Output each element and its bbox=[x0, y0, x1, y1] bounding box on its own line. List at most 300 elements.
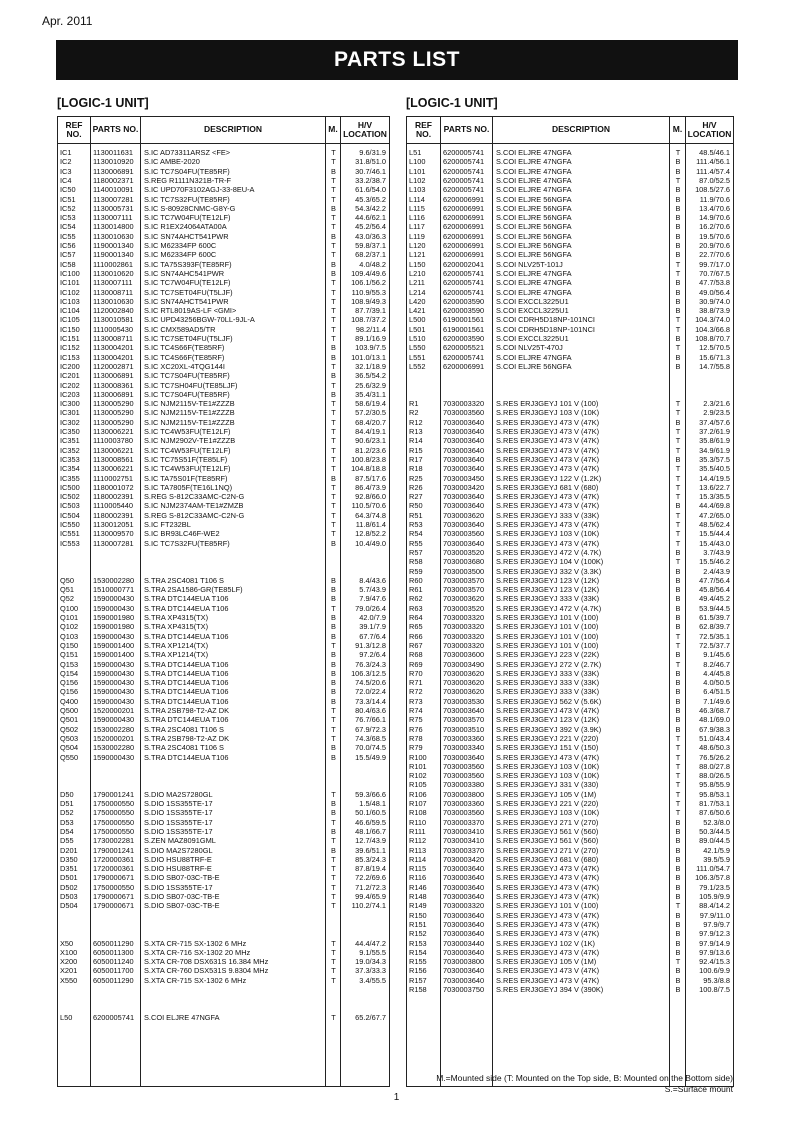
hv-location-cell: 48.5/46.1 bbox=[699, 148, 730, 157]
table-row bbox=[407, 250, 733, 259]
parts-no-cell: 7030003640 bbox=[443, 975, 485, 985]
mounted-side-cell: B bbox=[331, 473, 336, 483]
description-cell: S.IC TC7S04FU(TE85RF) bbox=[144, 389, 230, 399]
parts-no-cell: 1590000430 bbox=[93, 687, 135, 697]
table-row bbox=[58, 157, 389, 166]
description-cell: S.RES ERJ3GEYJ 333 V (33K) bbox=[496, 510, 600, 520]
description-cell: S.IC TC7S32FU(TE85RF) bbox=[144, 538, 230, 548]
description-cell: S.DIO MA2S7280GL bbox=[144, 845, 213, 855]
hv-location-cell: 30.7/46.1 bbox=[355, 166, 386, 176]
ref-no-cell: D55 bbox=[60, 836, 74, 846]
hv-location-cell: 98.2/11.4 bbox=[355, 324, 386, 334]
description-cell: S.COI ELJRE 56NGFA bbox=[496, 250, 572, 260]
ref-no-cell: L117 bbox=[409, 222, 425, 232]
parts-no-cell: 1750000550 bbox=[93, 826, 135, 836]
hv-location-cell: 109.4/49.6 bbox=[351, 268, 386, 278]
hv-location-cell: 99.7/17.0 bbox=[699, 259, 730, 269]
description-cell: S.RES ERJ3GEYJ 103 V (10K) bbox=[496, 808, 600, 818]
ref-no-cell: IC151 bbox=[60, 334, 80, 343]
hv-location-cell: 103.9/7.5 bbox=[355, 343, 386, 353]
table-body bbox=[407, 144, 733, 1086]
table-row bbox=[58, 306, 389, 315]
mounted-side-cell: B bbox=[675, 585, 681, 595]
description-cell: S.XTA CR-708 DSX631S 16.384 MHz bbox=[144, 957, 269, 967]
description-cell: S.DIO SB07-03C-TB-E bbox=[144, 873, 220, 883]
hv-location-cell: 72.0/22.4 bbox=[355, 687, 386, 697]
ref-no-cell: Q102 bbox=[60, 622, 79, 632]
table-row bbox=[58, 864, 389, 873]
ref-no-cell: R157 bbox=[409, 975, 427, 985]
description-cell: S.COI ELJRE 47NGFA bbox=[496, 175, 572, 185]
description-cell: S.DIO SB07-03C-TB-E bbox=[144, 901, 220, 911]
table-row bbox=[407, 195, 733, 204]
table-row bbox=[407, 697, 733, 706]
right-unit-title: [LOGIC-1 UNIT] bbox=[406, 96, 498, 110]
mounted-side-cell: T bbox=[331, 380, 336, 390]
table-row bbox=[407, 641, 733, 650]
table-row bbox=[407, 260, 733, 269]
description-cell: S.TRA 2SB798-T2-AZ DK bbox=[144, 706, 230, 715]
hv-location-cell: 39.5/5.9 bbox=[703, 854, 730, 864]
table-row bbox=[58, 204, 389, 213]
mounted-side-cell: B bbox=[675, 203, 681, 213]
table-row bbox=[407, 232, 733, 241]
description-cell: S.IC XC20XL-4TQG144I bbox=[144, 361, 225, 371]
mounted-side-cell: T bbox=[331, 492, 336, 502]
mounted-side-cell: B bbox=[331, 631, 336, 641]
parts-no-cell: 1130006221 bbox=[93, 445, 134, 455]
description-cell: S.RES ERJ3GEYJ 681 V (680) bbox=[496, 482, 599, 492]
description-cell: S.REG S-812C33AMC-C2N-G bbox=[144, 492, 245, 502]
description-cell: S.IC TC75S51F(TE85LF) bbox=[144, 454, 228, 464]
table-row bbox=[407, 585, 733, 594]
mounted-side-cell: B bbox=[675, 157, 681, 167]
mounted-side-cell: B bbox=[675, 919, 681, 929]
table-row bbox=[58, 827, 389, 836]
ref-no-cell: D50 bbox=[60, 789, 74, 799]
description-cell: S.RES ERJ3GEYJ 473 V (47K) bbox=[496, 520, 600, 529]
mounted-side-cell: T bbox=[675, 631, 681, 641]
parts-no-cell: 1790000671 bbox=[93, 892, 135, 901]
description-cell: S.IC TA75S393F(TE85RF) bbox=[144, 259, 232, 269]
description-cell: S.RES ERJ3GEYJ 473 V (47K) bbox=[496, 464, 600, 474]
parts-no-cell: 6200005741 bbox=[443, 287, 485, 297]
ref-no-cell: IC202 bbox=[60, 380, 80, 390]
ref-no-cell: L102 bbox=[409, 175, 426, 185]
mounted-side-cell: B bbox=[331, 343, 336, 353]
description-cell: S.COI ELJRE 56NGFA bbox=[496, 213, 572, 223]
description-cell: S.IC TC7W04FU(TE12LF) bbox=[144, 213, 231, 223]
parts-no-cell: 1130008361 bbox=[93, 380, 134, 390]
hv-location-cell: 39.6/51.1 bbox=[355, 845, 386, 855]
table-header bbox=[58, 117, 389, 144]
parts-no-cell: 6200005521 bbox=[443, 343, 485, 353]
mounted-side-cell: T bbox=[331, 817, 336, 827]
description-cell: S.COI ELJRE 47NGFA bbox=[144, 1012, 220, 1022]
table-row bbox=[58, 622, 389, 631]
description-cell: S.RES ERJ3GEYJ 331 V (330) bbox=[496, 780, 599, 790]
table-row bbox=[58, 511, 389, 520]
parts-no-cell: 6200005741 bbox=[93, 1012, 135, 1022]
description-cell: S.TRA DTC144EUA T106 bbox=[144, 678, 229, 688]
ref-no-cell: IC351 bbox=[60, 436, 80, 446]
ref-no-cell: R74 bbox=[409, 706, 423, 715]
parts-no-cell: 7030003640 bbox=[443, 520, 485, 529]
hv-location-cell: 2.9/23.5 bbox=[703, 408, 730, 418]
ref-no-cell: L510 bbox=[409, 334, 426, 343]
hv-location-cell: 97.9/14.9 bbox=[699, 938, 730, 948]
parts-no-cell: 6050011290 bbox=[93, 938, 134, 948]
hv-location-cell: 9.1/45.6 bbox=[703, 650, 730, 660]
description-cell: S.RES ERJ3GEYJ 392 V (3.9K) bbox=[496, 724, 602, 734]
ref-no-cell: IC152 bbox=[60, 343, 80, 353]
mounted-side-cell: B bbox=[675, 417, 681, 427]
hv-location-cell: 59.8/37.1 bbox=[355, 241, 386, 250]
header-description: DESCRIPTION bbox=[493, 117, 670, 143]
ref-no-cell: X100 bbox=[60, 947, 78, 957]
description-cell: S.RES ERJ3GEYJ 472 V (4.7K) bbox=[496, 547, 602, 557]
hv-location-cell: 101.0/13.1 bbox=[351, 352, 386, 362]
ref-no-cell: R71 bbox=[409, 678, 423, 688]
ref-no-cell: IC302 bbox=[60, 417, 80, 427]
mounted-side-cell: T bbox=[331, 520, 336, 529]
hv-location-cell: 9.6/31.9 bbox=[359, 148, 386, 157]
ref-no-cell: IC103 bbox=[60, 296, 80, 306]
description-cell: S.RES ERJ3GEYJ 271 V (270) bbox=[496, 817, 599, 827]
hv-location-cell: 15.5/44.4 bbox=[699, 529, 730, 539]
mounted-side-cell: T bbox=[331, 715, 336, 725]
hv-location-cell: 89.0/44.5 bbox=[699, 836, 730, 846]
hv-location-cell: 79.0/26.4 bbox=[355, 603, 386, 613]
hv-location-cell: 45.3/65.2 bbox=[355, 194, 386, 204]
mounted-side-cell: B bbox=[331, 678, 336, 688]
hv-location-cell: 111.0/54.7 bbox=[696, 864, 730, 874]
parts-no-cell: 7030003570 bbox=[443, 585, 485, 595]
description-cell: S.COI ELJRE 56NGFA bbox=[496, 203, 572, 213]
description-cell: S.IC TC7SH04FU(TE85LJF) bbox=[144, 380, 238, 390]
parts-no-cell: 6200006991 bbox=[443, 250, 485, 260]
description-cell: S.RES ERJ3GEYJ 101 V (100) bbox=[496, 613, 599, 622]
table-row bbox=[407, 492, 733, 501]
table-row bbox=[407, 148, 733, 157]
ref-no-cell: X200 bbox=[60, 957, 78, 967]
ref-no-cell: Q52 bbox=[60, 594, 74, 604]
mounted-side-cell: T bbox=[675, 752, 681, 762]
parts-no-cell: 1130008711 bbox=[93, 287, 134, 297]
mounted-side-cell: T bbox=[675, 259, 681, 269]
parts-no-cell: 1130010620 bbox=[93, 268, 134, 278]
description-cell: S.IC TC7W04FU(TE12LF) bbox=[144, 278, 231, 288]
mounted-side-cell: T bbox=[331, 306, 336, 316]
hv-location-cell: 7.9/47.6 bbox=[359, 594, 386, 604]
ref-no-cell: IC500 bbox=[60, 482, 80, 492]
hv-location-cell: 85.3/24.3 bbox=[355, 854, 386, 864]
ref-no-cell: D504 bbox=[60, 901, 78, 911]
ref-no-cell: IC105 bbox=[60, 315, 80, 325]
description-cell: S.COI ELJRE 56NGFA bbox=[496, 241, 572, 250]
hv-location-cell: 104.3/66.8 bbox=[695, 324, 730, 334]
description-cell: S.IC SN74AHCT541PWR bbox=[144, 296, 229, 306]
mounted-side-cell: B bbox=[675, 250, 681, 260]
table-row bbox=[58, 381, 389, 390]
table-row bbox=[407, 269, 733, 278]
ref-no-cell: X550 bbox=[60, 975, 78, 985]
description-cell: S.RES ERJ3GEYJ 105 V (1M) bbox=[496, 957, 597, 967]
parts-no-cell: 7030003620 bbox=[443, 687, 485, 697]
ref-no-cell: R76 bbox=[409, 724, 423, 734]
parts-no-cell: 7030003680 bbox=[443, 557, 485, 567]
ref-no-cell: IC2 bbox=[60, 157, 72, 167]
parts-no-cell: 1720000361 bbox=[93, 854, 135, 864]
mounted-side-cell: T bbox=[331, 836, 336, 846]
table-row bbox=[58, 576, 389, 585]
ref-no-cell: Q503 bbox=[60, 733, 79, 743]
table-row bbox=[58, 483, 389, 492]
table-row bbox=[407, 408, 733, 417]
hv-location-cell: 87.0/52.5 bbox=[699, 175, 730, 185]
mounted-side-cell: B bbox=[331, 743, 336, 753]
ref-no-cell: R107 bbox=[409, 799, 427, 808]
mounted-side-cell: T bbox=[331, 789, 336, 799]
mounted-side-cell: B bbox=[675, 361, 681, 371]
parts-no-cell: 7030003490 bbox=[443, 659, 485, 669]
ref-no-cell: R116 bbox=[409, 873, 427, 883]
description-cell: S.IC TA7805F(TE16L1NQ) bbox=[144, 482, 233, 492]
ref-no-cell: R73 bbox=[409, 696, 423, 706]
table-row bbox=[58, 743, 389, 752]
description-cell: S.TRA 2SC4081 T106 S bbox=[144, 724, 224, 734]
mounted-side-cell: B bbox=[675, 594, 681, 604]
parts-no-cell: 6200005741 bbox=[443, 157, 485, 167]
parts-no-cell: 7030003570 bbox=[443, 715, 485, 725]
mounted-side-cell: B bbox=[675, 882, 681, 892]
ref-no-cell: IC502 bbox=[60, 492, 80, 502]
table-row bbox=[58, 836, 389, 845]
mounted-side-cell: T bbox=[675, 399, 681, 409]
table-row bbox=[58, 613, 389, 622]
description-cell: S.RES ERJ3GEYJ 123 V (12K) bbox=[496, 715, 600, 725]
table-row bbox=[58, 297, 389, 306]
description-cell: S.RES ERJ3GEYJ 473 V (47K) bbox=[496, 501, 600, 511]
table-row bbox=[407, 725, 733, 734]
hv-location-cell: 108.5/27.6 bbox=[695, 185, 730, 195]
parts-no-cell: 7030003640 bbox=[443, 492, 485, 502]
mounted-side-cell: B bbox=[675, 873, 681, 883]
parts-no-cell: 1190001340 bbox=[93, 250, 134, 260]
header-ref-no: REF NO. bbox=[58, 117, 91, 143]
hv-location-cell: 108.8/70.7 bbox=[695, 334, 730, 343]
ref-no-cell: R69 bbox=[409, 659, 423, 669]
mounted-side-cell: B bbox=[675, 724, 681, 734]
ref-no-cell: R108 bbox=[409, 808, 427, 818]
table-row bbox=[407, 297, 733, 306]
mounted-side-cell: B bbox=[331, 389, 336, 399]
parts-no-cell: 6050011240 bbox=[93, 957, 134, 967]
mounted-side-cell: B bbox=[675, 278, 681, 288]
header-hv-location: H/V LOCATION bbox=[343, 119, 387, 139]
table-row bbox=[58, 901, 389, 910]
table-row bbox=[58, 846, 389, 855]
ref-no-cell: IC102 bbox=[60, 287, 80, 297]
hv-location-cell: 42.0/7.9 bbox=[359, 613, 386, 622]
parts-no-cell: 1520000201 bbox=[93, 706, 135, 715]
mounted-side-cell: B bbox=[331, 594, 336, 604]
header-hv-location: H/V LOCATION bbox=[687, 119, 732, 139]
hv-location-cell: 35.4/31.1 bbox=[355, 389, 386, 399]
description-cell: S.COI ELJRE 56NGFA bbox=[496, 231, 572, 241]
hv-location-cell: 72.5/35.1 bbox=[699, 631, 730, 641]
mounted-side-cell: B bbox=[675, 696, 681, 706]
hv-location-cell: 34.9/61.9 bbox=[699, 445, 730, 455]
ref-no-cell: Q151 bbox=[60, 650, 79, 660]
ref-no-cell: D503 bbox=[60, 892, 78, 901]
description-cell: S.RES ERJ3GEYJ 271 V (270) bbox=[496, 845, 599, 855]
mounted-side-cell: T bbox=[675, 538, 681, 548]
ref-no-cell: R100 bbox=[409, 752, 427, 762]
mounted-side-cell: B bbox=[675, 603, 681, 613]
ref-no-cell: D501 bbox=[60, 873, 78, 883]
hv-location-cell: 33.2/38.7 bbox=[355, 175, 386, 185]
parts-no-cell: 6200005741 bbox=[443, 278, 485, 288]
ref-no-cell: IC301 bbox=[60, 408, 80, 418]
description-cell: S.COI ELJRE 56NGFA bbox=[496, 361, 572, 371]
ref-no-cell: IC203 bbox=[60, 389, 80, 399]
hv-location-cell: 14.9/70.6 bbox=[699, 213, 730, 223]
hv-location-cell: 92.8/66.0 bbox=[355, 492, 386, 502]
hv-location-cell: 48.5/62.4 bbox=[699, 520, 730, 529]
description-cell: S.COI ELJRE 47NGFA bbox=[496, 185, 572, 195]
table-row bbox=[407, 706, 733, 715]
table-row bbox=[407, 790, 733, 799]
parts-no-cell: 1590001980 bbox=[93, 622, 135, 632]
parts-no-cell: 1530002280 bbox=[93, 575, 135, 585]
mounted-side-cell: T bbox=[331, 157, 336, 167]
hv-location-cell: 72.2/69.6 bbox=[355, 873, 386, 883]
parts-no-cell: 1520000201 bbox=[93, 733, 135, 743]
table-row bbox=[407, 762, 733, 771]
mounted-side-cell: B bbox=[675, 826, 681, 836]
parts-no-cell: 1180002391 bbox=[93, 492, 134, 502]
header-parts-no: PARTS NO. bbox=[441, 117, 493, 143]
parts-no-cell: 1590000430 bbox=[93, 594, 135, 604]
description-cell: S.COI EXCCL3225U1 bbox=[496, 334, 569, 343]
description-cell: S.TRA 2SB798-T2-AZ DK bbox=[144, 733, 230, 743]
hv-location-cell: 92.4/15.3 bbox=[699, 957, 730, 967]
mounted-side-cell: T bbox=[675, 901, 681, 911]
mounted-side-cell: B bbox=[331, 659, 336, 669]
hv-location-cell: 88.0/27.8 bbox=[699, 761, 730, 771]
description-cell: S.IC NJM2115V-TE1#ZZZB bbox=[144, 417, 235, 427]
hv-location-cell: 80.4/63.6 bbox=[355, 706, 386, 715]
hv-location-cell: 67.9/72.3 bbox=[355, 724, 386, 734]
parts-no-cell: 7030003640 bbox=[443, 947, 485, 957]
table-row bbox=[407, 278, 733, 287]
ref-no-cell: L100 bbox=[409, 157, 426, 167]
ref-no-cell: R72 bbox=[409, 687, 423, 697]
description-cell: S.RES ERJ3GEYJ 101 V (100) bbox=[496, 399, 599, 409]
mounted-side-cell: T bbox=[331, 938, 336, 948]
parts-no-cell: 6200006991 bbox=[443, 361, 485, 371]
legend-surface-mount: S.=Surface mount bbox=[664, 1084, 733, 1094]
description-cell: S.IC TC4W53FU(TE12LF) bbox=[144, 427, 231, 436]
ref-no-cell: Q150 bbox=[60, 640, 79, 650]
mounted-side-cell: T bbox=[331, 445, 336, 455]
parts-no-cell: 1750000550 bbox=[93, 882, 135, 892]
hv-location-cell: 47.7/56.4 bbox=[699, 575, 730, 585]
table-row bbox=[58, 501, 389, 510]
ref-no-cell: R146 bbox=[409, 882, 427, 892]
description-cell: S.RES ERJ3GEYJ 561 V (560) bbox=[496, 836, 599, 846]
parts-no-cell: 1750000550 bbox=[93, 808, 135, 818]
table-row bbox=[58, 883, 389, 892]
mounted-side-cell: T bbox=[331, 148, 336, 157]
table-row bbox=[407, 901, 733, 910]
hv-location-cell: 42.1/5.9 bbox=[703, 845, 730, 855]
description-cell: S.XTA CR-716 SX-1302 20 MHz bbox=[144, 947, 251, 957]
hv-location-cell: 73.3/14.4 bbox=[355, 696, 386, 706]
description-cell: S.IC FT232BL bbox=[144, 520, 191, 529]
parts-no-cell: 7030003420 bbox=[443, 854, 485, 864]
description-cell: S.COI ELJRE 56NGFA bbox=[496, 222, 572, 232]
ref-no-cell: Q500 bbox=[60, 706, 79, 715]
table-row bbox=[407, 780, 733, 789]
table-row bbox=[407, 846, 733, 855]
parts-no-cell: 1130010581 bbox=[93, 315, 134, 325]
parts-no-cell: 1130006891 bbox=[93, 389, 134, 399]
description-cell: S.IC M62334FP 600C bbox=[144, 250, 217, 260]
parts-no-cell: 1530002280 bbox=[93, 743, 135, 753]
hv-location-cell: 39.1/7.9 bbox=[359, 622, 386, 632]
parts-no-cell: 7030003640 bbox=[443, 910, 485, 920]
table-row bbox=[407, 687, 733, 696]
table-row bbox=[58, 492, 389, 501]
ref-no-cell: L551 bbox=[409, 352, 426, 362]
mounted-side-cell: T bbox=[675, 799, 681, 808]
description-cell: S.TRA DTC144EUA T106 bbox=[144, 715, 229, 725]
ref-no-cell: R12 bbox=[409, 417, 423, 427]
parts-no-cell: 1120002840 bbox=[93, 306, 134, 316]
table-row bbox=[58, 678, 389, 687]
mounted-side-cell: T bbox=[331, 854, 336, 864]
hv-location-cell: 14.7/55.8 bbox=[699, 361, 730, 371]
description-cell: S.IC NJM2115V-TE1#ZZZB bbox=[144, 408, 235, 418]
description-cell: S.IC TC7S04FU(TE85RF) bbox=[144, 166, 230, 176]
description-cell: S.IC TC7S32FU(TE85RF) bbox=[144, 194, 230, 204]
mounted-side-cell: B bbox=[675, 613, 681, 622]
mounted-side-cell: B bbox=[675, 306, 681, 316]
parts-no-cell: 1790001241 bbox=[93, 789, 135, 799]
table-row bbox=[407, 483, 733, 492]
mounted-side-cell: B bbox=[675, 547, 681, 557]
mounted-side-cell: T bbox=[331, 1012, 336, 1022]
hv-location-cell: 71.2/72.3 bbox=[355, 882, 386, 892]
description-cell: S.RES ERJ3GEYJ 473 V (47K) bbox=[496, 864, 600, 874]
parts-no-cell: 1130005290 bbox=[93, 417, 134, 427]
table-row bbox=[58, 446, 389, 455]
mounted-side-cell: T bbox=[331, 640, 336, 650]
table-row bbox=[58, 436, 389, 445]
hv-location-cell: 91.3/12.8 bbox=[355, 640, 386, 650]
ref-no-cell: IC553 bbox=[60, 538, 80, 548]
ref-no-cell: IC550 bbox=[60, 520, 80, 529]
mounted-side-cell: B bbox=[675, 966, 681, 976]
description-cell: S.IC S-80928CNMC-G8Y-G bbox=[144, 203, 236, 213]
description-cell: S.COI ELJRE 47NGFA bbox=[496, 268, 572, 278]
ref-no-cell: L150 bbox=[409, 259, 426, 269]
parts-no-cell: 6200005741 bbox=[443, 166, 485, 176]
parts-no-cell: 7030003640 bbox=[443, 882, 485, 892]
hv-location-cell: 110.9/55.3 bbox=[351, 287, 386, 297]
